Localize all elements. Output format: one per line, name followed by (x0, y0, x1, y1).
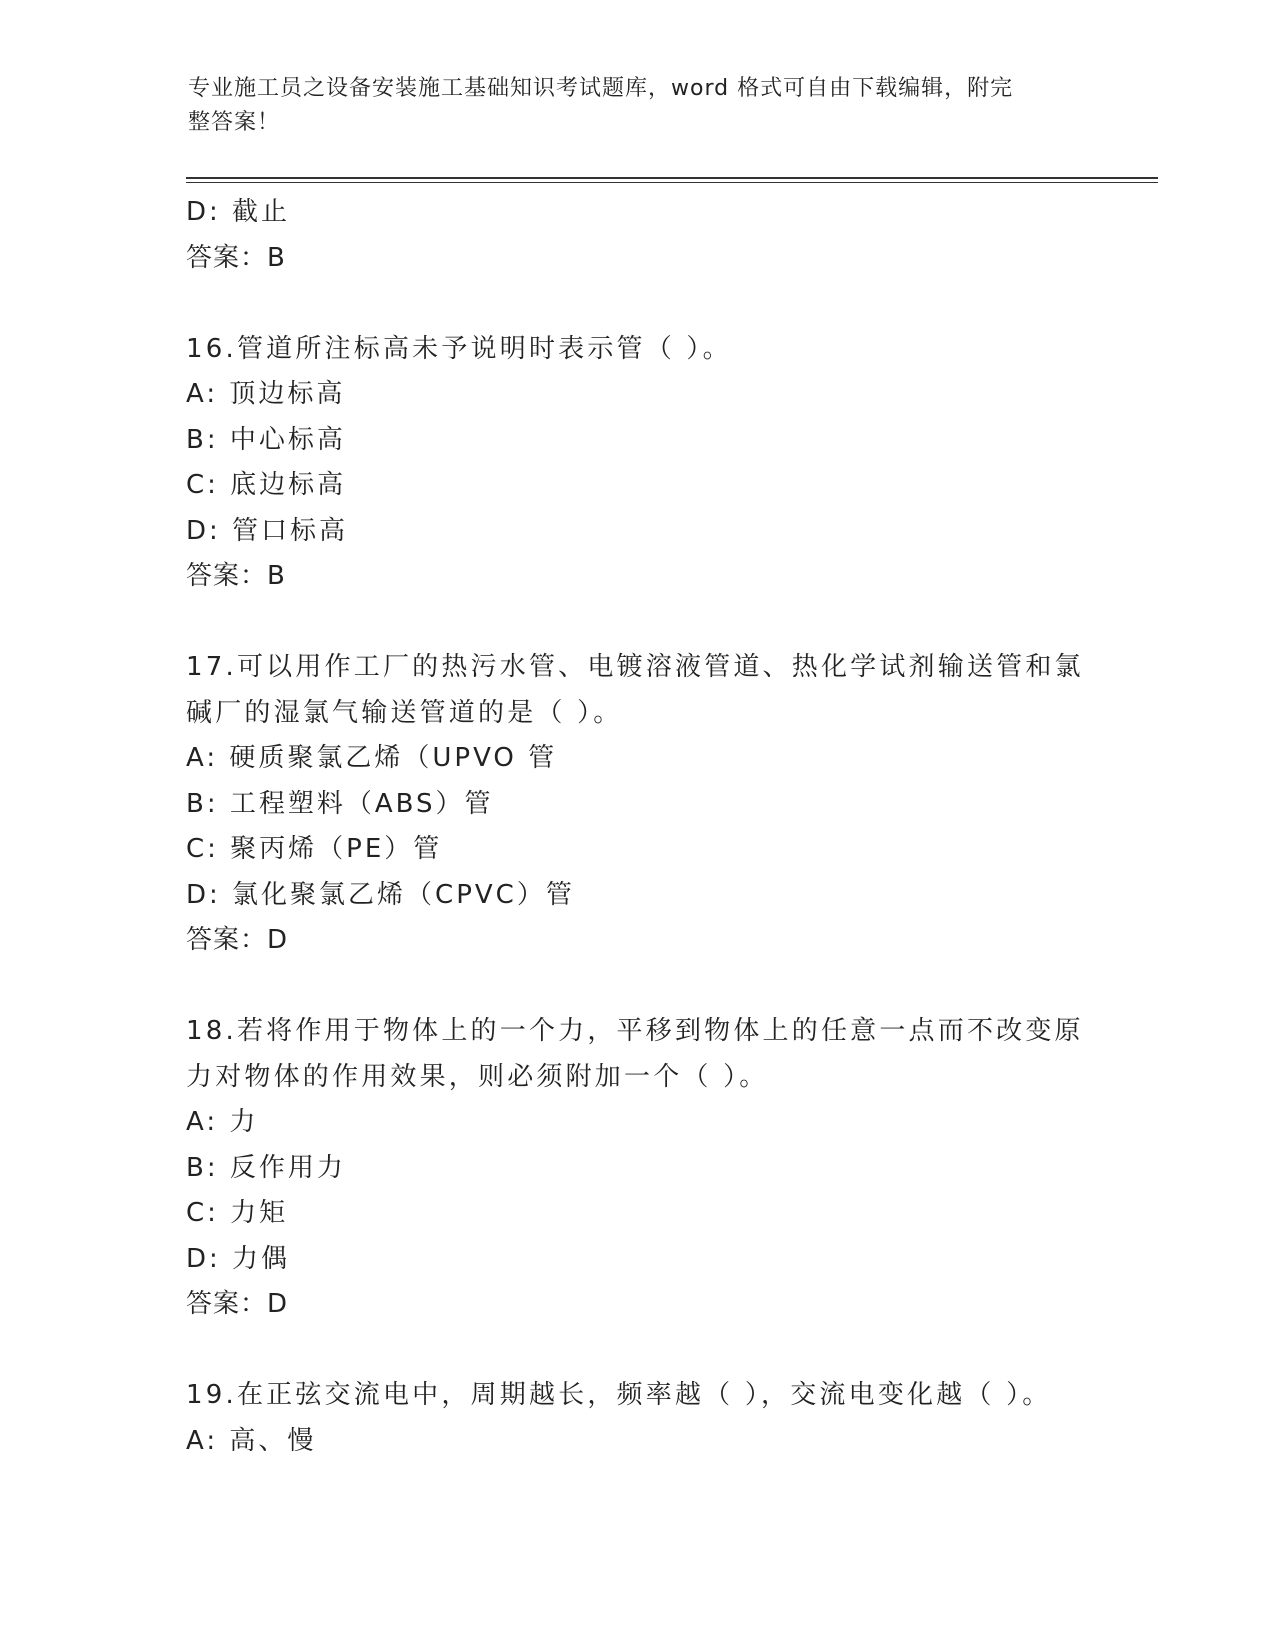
option-a: A: 力 (186, 1107, 259, 1137)
option-a: A: 高、慢 (186, 1425, 317, 1456)
option-d: D: 力偶 (186, 1243, 291, 1274)
answer: 答案：B (186, 242, 286, 273)
header-divider-thick (186, 177, 1158, 179)
option-d: D: 截止 (186, 197, 291, 227)
question-stem: 18.若将作用于物体上的一个力，平移到物体上的任意一点而不改变原 (186, 1016, 1084, 1046)
answer: 答案：D (186, 1289, 289, 1319)
spacer (186, 600, 1086, 646)
option-a: A: 顶边标高 (186, 379, 346, 409)
option-c: C: 聚丙烯（PE）管 (186, 834, 443, 864)
question-stem: 17.可以用作工厂的热污水管、电镀溶液管道、热化学试剂输送管和氯 (186, 652, 1084, 682)
spacer (186, 1328, 1086, 1374)
option-d: D: 管口标高 (186, 515, 349, 546)
header-line-2: 整答案！ (188, 110, 281, 135)
answer: 答案：D (186, 925, 289, 955)
option-c: C: 力矩 (186, 1198, 289, 1228)
question-stem: 19.在正弦交流电中，周期越长，频率越（ ），交流电变化越（ ）。 (186, 1380, 1052, 1410)
document-header (188, 72, 1068, 140)
spacer (186, 964, 1086, 1010)
option-b: B: 反作用力 (186, 1152, 346, 1183)
spacer (186, 281, 1086, 327)
header-line-1: 专业施工员之设备安装施工基础知识考试题库，word 格式可自由下载编辑，附完 (188, 76, 1014, 101)
question-stem-continued: 力对物体的作用效果，则必须附加一个（ ）。 (186, 1061, 769, 1092)
question-stem: 16.管道所注标高未予说明时表示管（ ）。 (186, 333, 732, 364)
option-b: B: 中心标高 (186, 424, 346, 455)
question-list (186, 190, 1086, 1464)
answer: 答案：B (186, 561, 286, 591)
option-d: D: 氯化聚氯乙烯（CPVC）管 (186, 879, 575, 910)
option-a: A: 硬质聚氯乙烯（UPVO 管 (186, 743, 558, 773)
header-divider-thin (186, 182, 1158, 183)
option-b: B: 工程塑料（ABS）管 (186, 788, 494, 819)
option-c: C: 底边标高 (186, 470, 347, 500)
question-stem-continued: 碱厂的湿氯气输送管道的是（ ）。 (186, 697, 623, 728)
